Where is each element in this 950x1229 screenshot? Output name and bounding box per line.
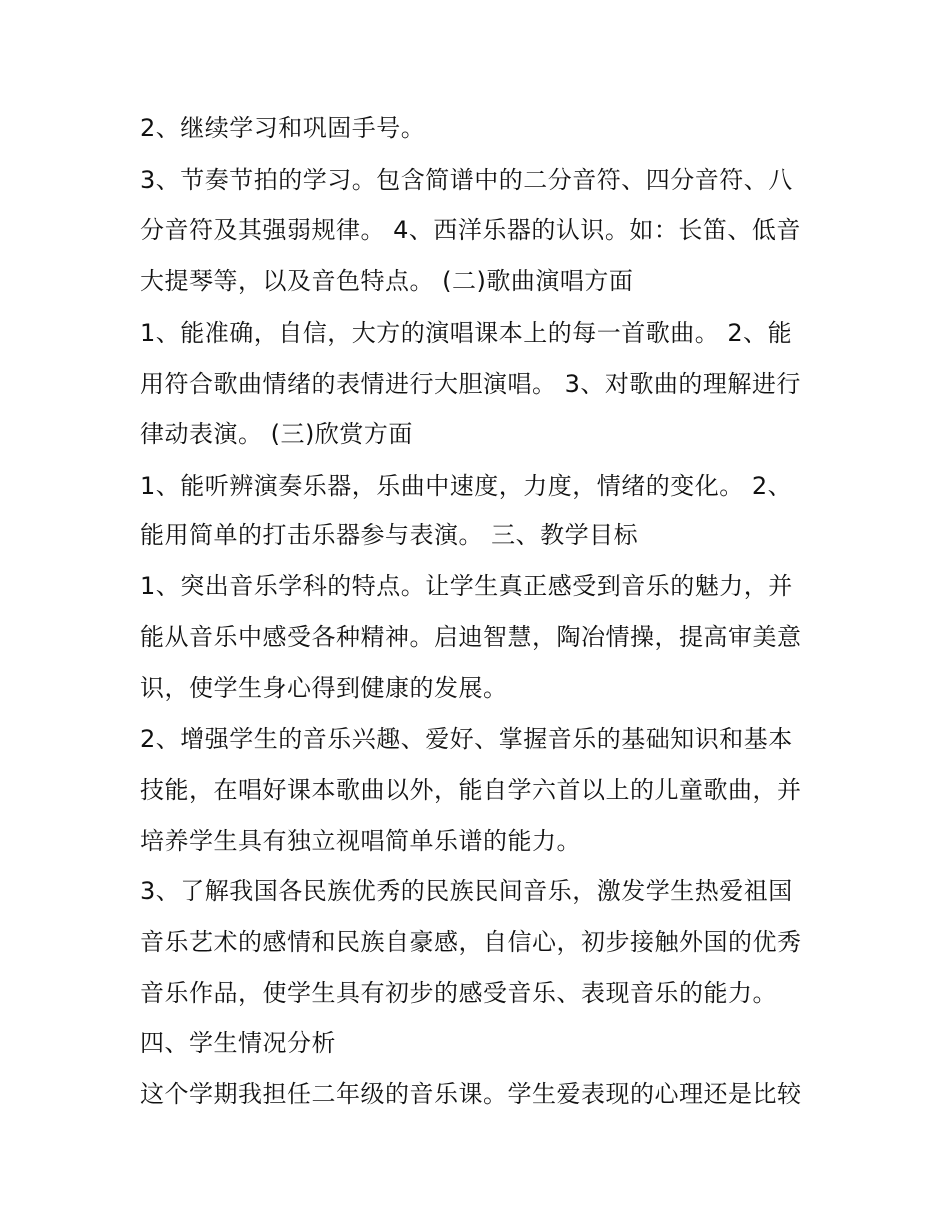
text-line: 2、继续学习和巩固手号。 xyxy=(140,114,426,142)
text-line: 培养学生具有独立视唱简单乐谱的能力。 xyxy=(140,827,581,855)
text-line: 识，使学生身心得到健康的发展。 xyxy=(140,674,508,702)
text-line: 1、能准确，自信，大方的演唱课本上的每一首歌曲。 2、能 xyxy=(140,319,793,347)
text-line: 音乐艺术的感情和民族自豪感，自信心，初步接触外国的优秀 xyxy=(140,928,802,956)
text-line: 技能，在唱好课本歌曲以外，能自学六首以上的儿童歌曲，并 xyxy=(140,776,802,804)
text-line: 3、节奏节拍的学习。包含简谱中的二分音符、四分音符、八 xyxy=(140,166,793,194)
text-line: 这个学期我担任二年级的音乐课。学生爱表现的心理还是比较 xyxy=(140,1080,802,1108)
text-line: 音乐作品，使学生具有初步的感受音乐、表现音乐的能力。 xyxy=(140,979,777,1007)
text-line: 四、学生情况分析 xyxy=(140,1029,336,1057)
text-line: 3、了解我国各民族优秀的民族民间音乐，激发学生热爱祖国 xyxy=(140,877,793,905)
text-line: 分音符及其强弱规律。 4、西洋乐器的认识。如：长笛、低音 xyxy=(140,216,801,244)
text-line: 1、突出音乐学科的特点。让学生真正感受到音乐的魅力，并 xyxy=(140,572,793,600)
text-line: 能用简单的打击乐器参与表演。 三、教学目标 xyxy=(140,521,639,549)
text-line: 用符合歌曲情绪的表情进行大胆演唱。 3、对歌曲的理解进行 xyxy=(140,370,801,398)
text-line: 大提琴等，以及音色特点。 (二)歌曲演唱方面 xyxy=(140,267,634,295)
text-line: 律动表演。 (三)欣赏方面 xyxy=(140,420,413,448)
text-line: 1、能听辨演奏乐器，乐曲中速度，力度，情绪的变化。 2、 xyxy=(140,472,793,500)
text-line: 2、增强学生的音乐兴趣、爱好、掌握音乐的基础知识和基本 xyxy=(140,725,793,753)
text-line: 能从音乐中感受各种精神。启迪智慧，陶冶情操，提高审美意 xyxy=(140,623,802,651)
